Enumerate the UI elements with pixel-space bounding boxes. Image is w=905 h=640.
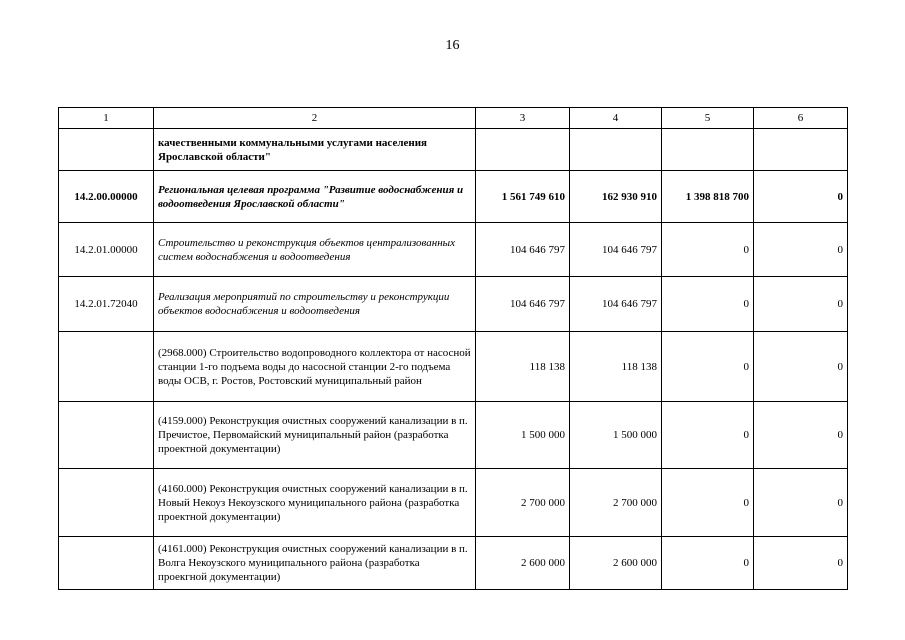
row-code: 14.2.01.72040 xyxy=(59,277,154,332)
row-code: 14.2.01.00000 xyxy=(59,223,154,277)
row-col5: 0 xyxy=(662,537,754,590)
header-cell-4: 4 xyxy=(570,108,662,129)
page-number: 16 xyxy=(445,38,460,53)
row-name: (2968.000) Строительство водопроводного коллектора от насосной станции 1-го подъема воды до насосной станции 2-го подъема воды ОСВ, г. Ростов, Ростовский муниципальный район xyxy=(154,332,476,402)
table-row xyxy=(59,469,848,537)
header-cell-2: 2 xyxy=(154,108,476,129)
row-name: (4161.000) Реконструкция очистных сооружений канализации в п. Волга Некоузского муниципального района (разработка проекгной документации) xyxy=(154,537,476,590)
row-col3: 2 600 000 xyxy=(476,537,570,590)
header-cell-5: 5 xyxy=(662,108,754,129)
row-col4: 2 700 000 xyxy=(570,469,662,537)
row-col3: 1 561 749 610 xyxy=(476,171,570,223)
table-row xyxy=(59,223,848,277)
row-col6: 0 xyxy=(754,537,848,590)
row-code xyxy=(59,402,154,469)
row-col5: 0 xyxy=(662,332,754,402)
row-col6 xyxy=(754,129,848,171)
row-code: 14.2.00.00000 xyxy=(59,171,154,223)
row-col3: 118 138 xyxy=(476,332,570,402)
table-row xyxy=(59,537,848,590)
row-col3: 2 700 000 xyxy=(476,469,570,537)
table-row xyxy=(59,332,848,402)
header-cell-1: 1 xyxy=(59,108,154,129)
row-col4: 104 646 797 xyxy=(570,277,662,332)
table-row xyxy=(59,277,848,332)
row-col4: 1 500 000 xyxy=(570,402,662,469)
row-name: Строительство и реконструкция объектов централизованных систем водоснабжения и водоотведения xyxy=(154,223,476,277)
row-col5: 0 xyxy=(662,402,754,469)
header-cell-3: 3 xyxy=(476,108,570,129)
row-col5 xyxy=(662,129,754,171)
row-col3: 104 646 797 xyxy=(476,223,570,277)
table-row xyxy=(59,402,848,469)
row-col6: 0 xyxy=(754,469,848,537)
row-col3 xyxy=(476,129,570,171)
table-row xyxy=(59,129,848,171)
row-col4: 118 138 xyxy=(570,332,662,402)
table-row xyxy=(59,171,848,223)
row-code xyxy=(59,332,154,402)
row-name: (4160.000) Реконструкция очистных сооружений канализации в п. Новый Некоуз Некоузского муниципального района (разработка проектной документации) xyxy=(154,469,476,537)
row-col5: 0 xyxy=(662,277,754,332)
row-col5: 0 xyxy=(662,223,754,277)
budget-table xyxy=(58,107,848,590)
row-col3: 104 646 797 xyxy=(476,277,570,332)
row-col6: 0 xyxy=(754,402,848,469)
row-code xyxy=(59,129,154,171)
row-name: (4159.000) Реконструкция очистных сооружений канализации в п. Пречистое, Первомайский муниципальный район (разработка проектной документации) xyxy=(154,402,476,469)
row-col5: 1 398 818 700 xyxy=(662,171,754,223)
row-name: Реализация мероприятий по строительству и реконструкции объектов водоснабжения и водоотведения xyxy=(154,277,476,332)
row-col4 xyxy=(570,129,662,171)
row-code xyxy=(59,537,154,590)
row-col6: 0 xyxy=(754,277,848,332)
row-col4: 104 646 797 xyxy=(570,223,662,277)
row-col6: 0 xyxy=(754,332,848,402)
table-header-row xyxy=(59,108,848,129)
row-name: Региональная целевая программа "Развитие водоснабжения и водоотведения Ярославской области" xyxy=(154,171,476,223)
row-col4: 2 600 000 xyxy=(570,537,662,590)
row-col3: 1 500 000 xyxy=(476,402,570,469)
row-name: качественными коммунальными услугами населения Ярославской области" xyxy=(154,129,476,171)
row-col4: 162 930 910 xyxy=(570,171,662,223)
row-col6: 0 xyxy=(754,223,848,277)
row-col6: 0 xyxy=(754,171,848,223)
row-code xyxy=(59,469,154,537)
row-col5: 0 xyxy=(662,469,754,537)
header-cell-6: 6 xyxy=(754,108,848,129)
